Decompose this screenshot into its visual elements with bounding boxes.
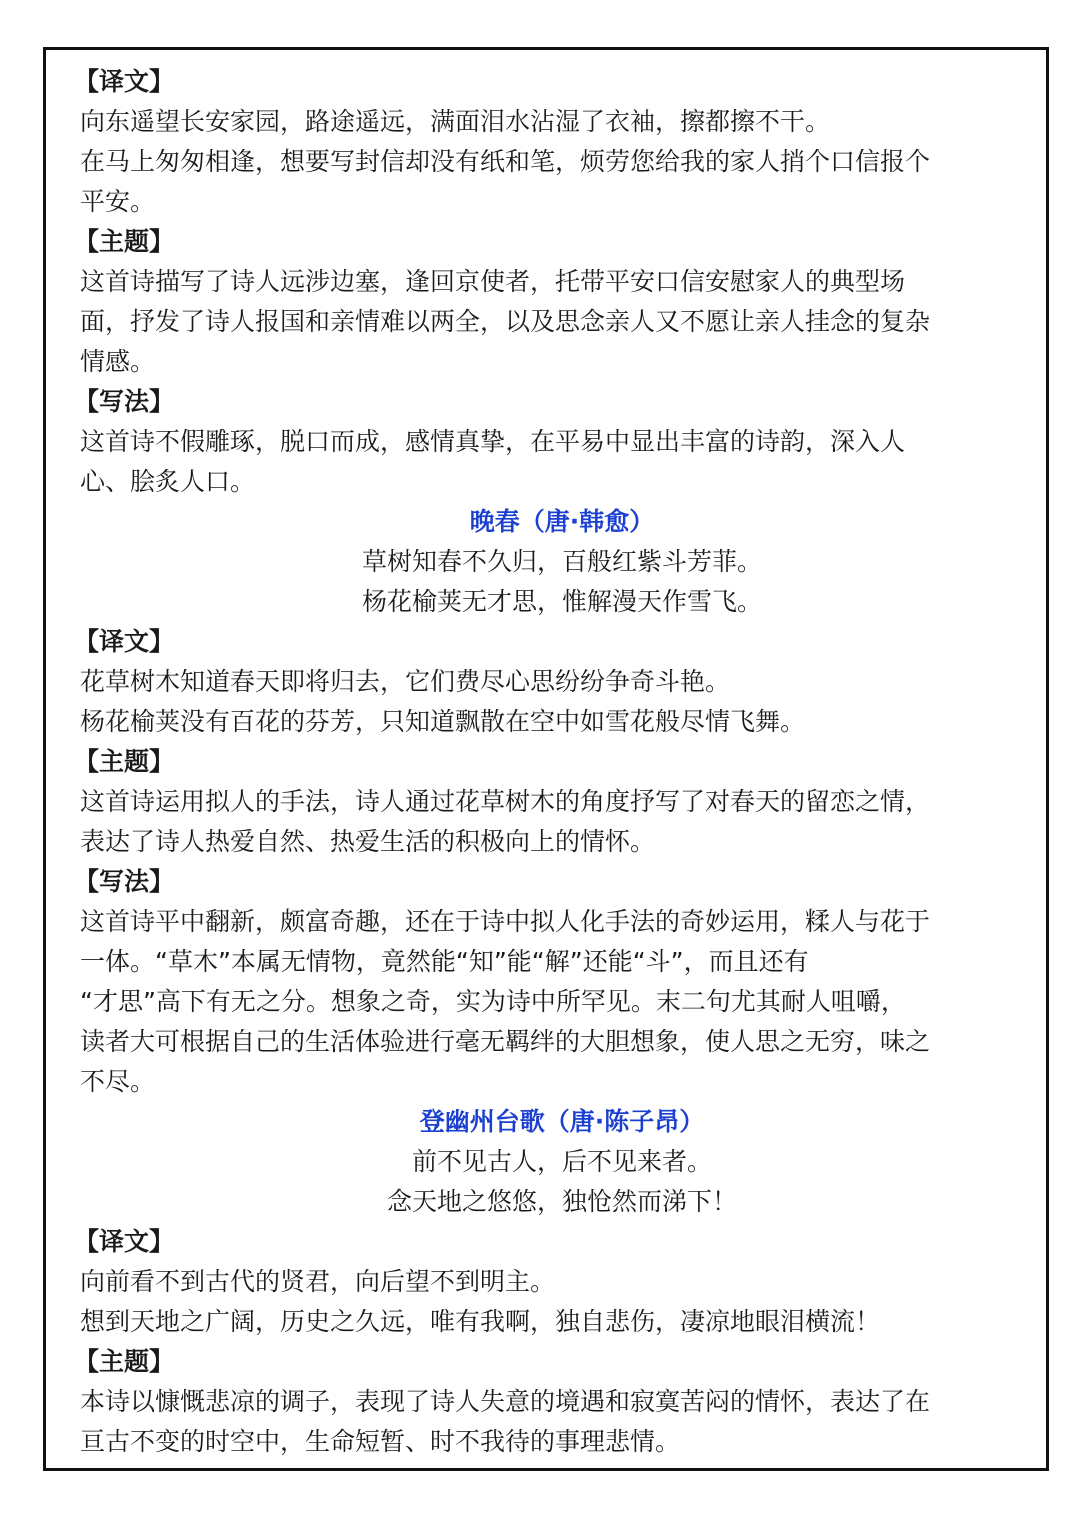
paragraph-line: 面，抒发了诗人报国和亲情难以两全，以及思念亲人又不愿让亲人挂念的复杂 [80, 307, 931, 336]
poem-title: 晚春（唐·韩愈） [469, 507, 655, 536]
paragraph-line: 不尽。 [80, 1067, 156, 1096]
paragraph-line: 想到天地之广阔，历史之久远，唯有我啊，独自悲伤，凄凉地眼泪横流！ [80, 1307, 881, 1336]
paragraph-line: 这首诗描写了诗人远涉边塞，逢回京使者，托带平安口信安慰家人的典型场 [80, 267, 906, 296]
paragraph-line: 平安。 [80, 187, 156, 216]
paragraph-line: 这首诗运用拟人的手法，诗人通过花草树木的角度抒写了对春天的留恋之情， [80, 787, 931, 816]
paragraph-line: 这首诗平中翻新，颇富奇趣，还在于诗中拟人化手法的奇妙运用，糅人与花于 [80, 907, 931, 936]
section-heading: 【译文】 [74, 1227, 175, 1256]
paragraph-line: 向东遥望长安家园，路途遥远，满面泪水沾湿了衣袖，擦都擦不干。 [80, 107, 831, 136]
section-heading: 【写法】 [74, 387, 175, 416]
section-heading: 【译文】 [74, 627, 175, 656]
paragraph-line: 本诗以慷慨悲凉的调子，表现了诗人失意的境遇和寂寞苦闷的情怀，表达了在 [80, 1387, 931, 1416]
paragraph-line: 杨花榆荚没有百花的芬芳，只知道飘散在空中如雪花般尽情飞舞。 [80, 707, 806, 736]
paragraph-line: 一体。“草木”本属无情物，竟然能“知”能“解”还能“斗”，而且还有 [80, 947, 809, 976]
section-heading: 【主题】 [74, 1347, 175, 1376]
section-heading: 【主题】 [74, 227, 175, 256]
section-heading: 【译文】 [74, 67, 175, 96]
paragraph-line: 花草树木知道春天即将归去，它们费尽心思纷纷争奇斗艳。 [80, 667, 731, 696]
section-heading: 【主题】 [74, 747, 175, 776]
poem-line: 杨花榆荚无才思，惟解漫天作雪飞。 [361, 587, 762, 616]
paragraph-line: 亘古不变的时空中，生命短暂、时不我待的事理悲情。 [80, 1427, 681, 1456]
poem-line: 念天地之悠悠，独怆然而涕下！ [386, 1187, 737, 1216]
paragraph-line: 心、脍炙人口。 [80, 467, 256, 496]
paragraph-line: 读者大可根据自己的生活体验进行毫无羁绊的大胆想象，使人思之无穷，味之 [80, 1027, 931, 1056]
poem-title: 登幽州台歌（唐·陈子昂） [419, 1107, 705, 1136]
paragraph-line: 情感。 [80, 347, 156, 376]
section-heading: 【写法】 [74, 867, 175, 896]
paragraph-line: 这首诗不假雕琢，脱口而成，感情真挚，在平易中显出丰富的诗韵，深入人 [80, 427, 906, 456]
document-page [43, 47, 1049, 1471]
paragraph-line: 表达了诗人热爱自然、热爱生活的积极向上的情怀。 [80, 827, 656, 856]
poem-line: 草树知春不久归，百般红紫斗芳菲。 [361, 547, 762, 576]
paragraph-line: “才思”高下有无之分。想象之奇，实为诗中所罕见。末二句尤其耐人咀嚼， [80, 987, 906, 1016]
paragraph-line: 在马上匆匆相逢，想要写封信却没有纸和笔，烦劳您给我的家人捎个口信报个 [80, 147, 931, 176]
paragraph-line: 向前看不到古代的贤君，向后望不到明主。 [80, 1267, 556, 1296]
poem-line: 前不见古人，后不见来者。 [411, 1147, 712, 1176]
